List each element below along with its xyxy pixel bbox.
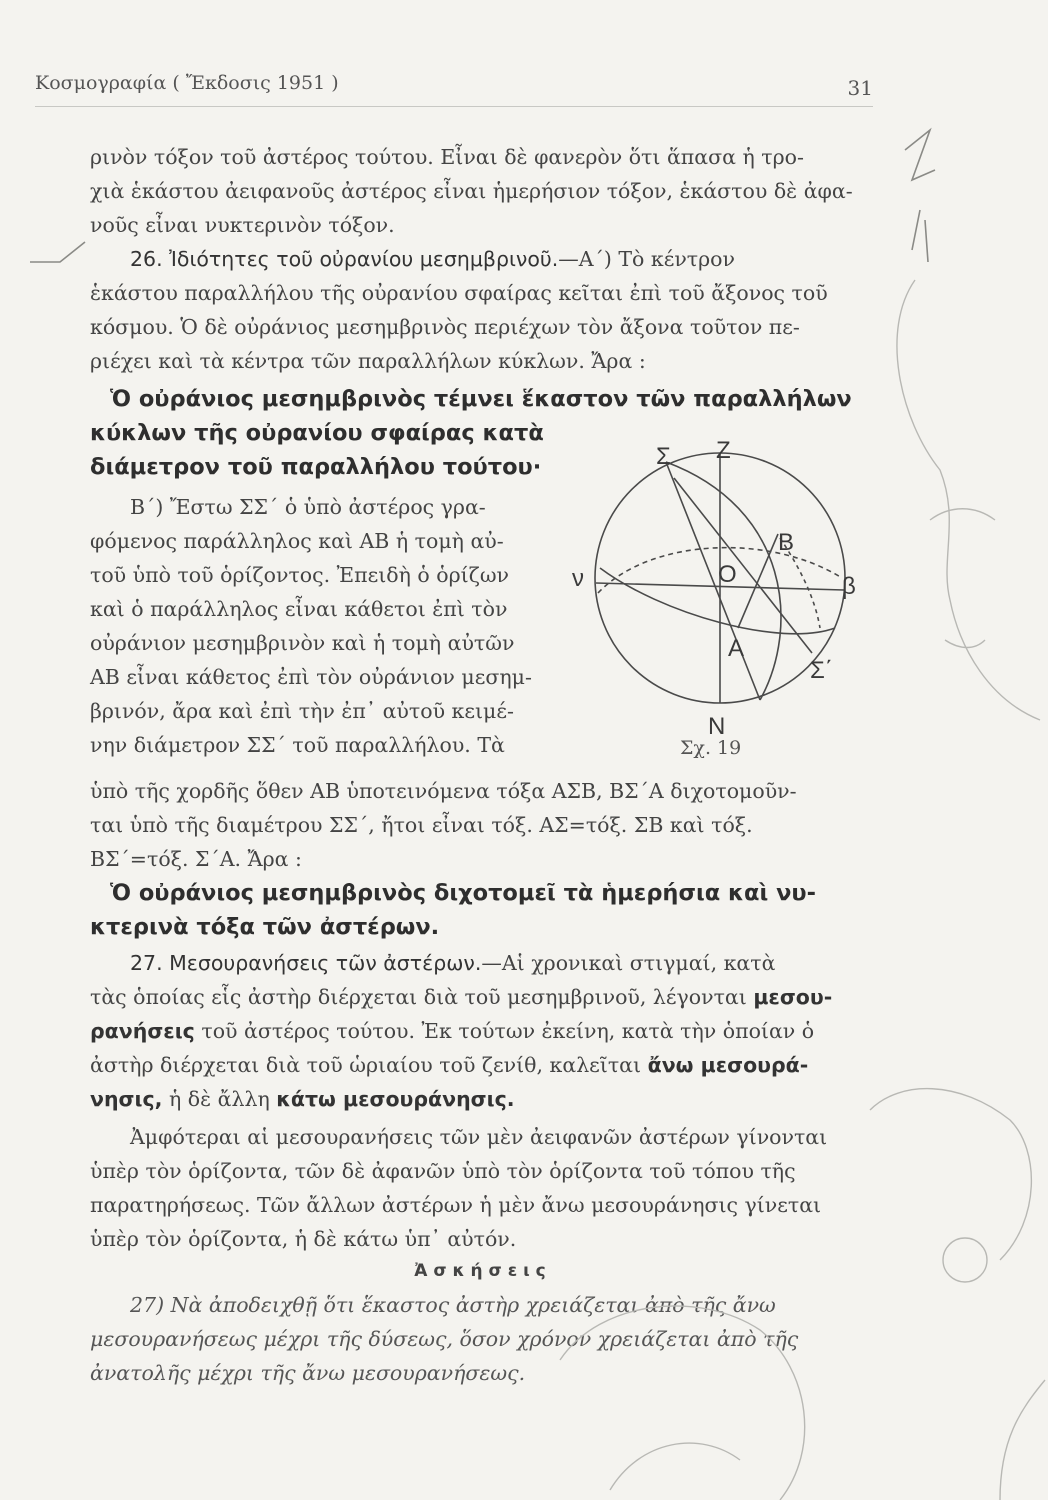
term-ano-mesouranisis: ἄνω μεσουρά- bbox=[647, 1053, 809, 1077]
section-26-intro bbox=[90, 242, 870, 378]
text-line: ὑπὲρ τὸν ὁρίζοντα, ἡ δὲ κάτω ὑπ᾽ αὐτόν. bbox=[90, 1227, 517, 1251]
header-title: Κοσμογραφία ( Ἔκδοσις 1951 ) bbox=[35, 72, 339, 94]
label-beta: β bbox=[842, 573, 856, 600]
exercises-heading: Ἀ σ κ ή σ ε ι ς bbox=[414, 1261, 546, 1281]
text-line: κόσμου. Ὁ δὲ οὐράνιος μεσημβρινὸς περιέχων τὸν ἄξονα τοῦτον πε- bbox=[90, 315, 800, 339]
text-fragment: ἡ δὲ ἄλλη bbox=[168, 1087, 270, 1111]
section-26-part-b bbox=[90, 490, 550, 762]
text-fragment: τὰς ὁποίας εἷς ἀστὴρ διέρχεται διὰ τοῦ μεσημβρινοῦ, λέγονται bbox=[90, 985, 747, 1009]
hair-sketch bbox=[610, 1443, 740, 1490]
face-sketch-lower bbox=[870, 1089, 1031, 1260]
theorem-line: κύκλων τῆς οὐρανίου σφαίρας κατὰ bbox=[90, 420, 544, 446]
theorem-line: Ὁ οὐράνιος μεσημβρινὸς διχοτομεῖ τὰ ἡμερήσια καὶ νυ- bbox=[110, 880, 816, 906]
theorem-line: διάμετρον τοῦ παραλλήλου τούτου· bbox=[90, 454, 542, 480]
text-line bbox=[90, 980, 870, 1014]
text-line: ΑΒ εἶναι κάθετος ἐπὶ τὸν οὐράνιον μεσημ- bbox=[90, 665, 532, 689]
label-sigma: Σ bbox=[656, 443, 671, 470]
text-line: οὐράνιον μεσημβρινὸν καὶ ἡ τομὴ αὐτῶν bbox=[90, 631, 515, 655]
label-o: Ο bbox=[718, 561, 737, 588]
theorem-line: Ὁ οὐράνιος μεσημβρινὸς τέμνει ἕκαστον τῶν παραλλήλων bbox=[110, 386, 852, 412]
label-sigma-prime: Σ΄ bbox=[810, 657, 833, 684]
pencil-z-mark bbox=[905, 130, 935, 180]
text-line: μεσουρανήσεως μέχρι τῆς δύσεως, ὅσον χρόνον χρειάζεται ἀπὸ τῆς bbox=[90, 1327, 799, 1351]
text-line: νοῦς εἶναι νυκτερινὸν τόξον. bbox=[90, 213, 395, 237]
mouth-sketch bbox=[945, 640, 985, 648]
text-line: Ἀμφότεραι αἱ μεσουρανήσεις τῶν μὲν ἀειφανῶν ἀστέρων γίνονται bbox=[130, 1125, 828, 1149]
parallel-diameter bbox=[674, 478, 812, 653]
text-line: νην διάμετρον ΣΣ΄ τοῦ παραλλήλου. Τὰ bbox=[90, 733, 505, 757]
term-mesouraniseis: μεσου- bbox=[753, 985, 833, 1009]
profile-sketch bbox=[1000, 1380, 1045, 1500]
text-line bbox=[90, 1082, 870, 1116]
section-27-paragraph-2 bbox=[90, 1120, 870, 1256]
text-line: Β΄) Ἔστω ΣΣ΄ ὁ ὑπὸ ἀστέρος γρα- bbox=[130, 495, 486, 519]
section-27 bbox=[90, 946, 870, 1116]
eye-sketch bbox=[930, 509, 995, 520]
term-kato-mesouranisis: κάτω μεσουράνησις. bbox=[276, 1087, 515, 1111]
text-fragment: —Α΄) Τὸ κέντρον bbox=[558, 247, 735, 271]
page-number: 31 bbox=[847, 76, 873, 100]
text-line: ριέχει καὶ τὰ κέντρα τῶν παραλλήλων κύκλων. Ἄρα : bbox=[90, 349, 646, 373]
label-b: Β bbox=[778, 529, 795, 556]
text-line: ΒΣ΄=τόξ. Σ΄Α. Ἄρα : bbox=[90, 847, 302, 871]
axis-line bbox=[666, 462, 760, 700]
term-ano-mesouranisis-cont: νησις, bbox=[90, 1087, 163, 1111]
label-nu: ν bbox=[572, 565, 584, 592]
text-line: τοῦ ὑπὸ τοῦ ὁρίζοντος. Ἐπειδὴ ὁ ὁρίζων bbox=[90, 563, 509, 587]
text-line: ται ὑπὸ τῆς διαμέτρου ΣΣ΄, ἤτοι εἶναι τόξ. ΑΣ=τόξ. ΣΒ καὶ τόξ. bbox=[90, 813, 753, 837]
section-heading-line bbox=[90, 242, 870, 276]
section-26-conclusion bbox=[90, 774, 870, 876]
text-line: ὑπὲρ τὸν ὁρίζοντα, τῶν δὲ ἀφανῶν ὑπὸ τὸν ὁρίζοντα τοῦ τόπου τῆς bbox=[90, 1159, 796, 1183]
text-line bbox=[90, 1014, 870, 1048]
label-a: Α bbox=[728, 635, 745, 662]
theorem-line: κτερινὰ τόξα τῶν ἀστέρων. bbox=[90, 914, 440, 940]
text-fragment: ἀστὴρ διέρχεται διὰ τοῦ ὡριαίου τοῦ ζενίθ, καλεῖται bbox=[90, 1053, 642, 1077]
running-header bbox=[35, 72, 873, 107]
text-fragment: —Αἱ χρονικαὶ στιγμαί, κατὰ bbox=[481, 951, 776, 975]
text-line: χιὰ ἑκάστου ἀειφανοῦς ἀστέρος εἶναι ἡμερήσιον τόξον, ἑκάστου δὲ ἀφα- bbox=[90, 179, 853, 203]
section-27-heading: 27. Μεσουρανήσεις τῶν ἀστέρων. bbox=[130, 951, 482, 975]
text-line: ὑπὸ τῆς χορδῆς ὅθεν ΑΒ ὑποτεινόμενα τόξα ΑΣΒ, ΒΣ΄Α διχοτομοῦν- bbox=[90, 779, 797, 803]
text-line: ρινὸν τόξον τοῦ ἀστέρος τούτου. Εἶναι δὲ φανερὸν ὅτι ἅπασα ἡ τρο- bbox=[90, 145, 804, 169]
text-fragment: τοῦ ἀστέρος τούτου. Ἐκ τούτων ἐκείνη, κατὰ τὴν ὁποίαν ὁ bbox=[201, 1019, 815, 1043]
text-line: 27) Νὰ ἀποδειχθῇ ὅτι ἕκαστος ἀστὴρ χρειάζεται ἀπὸ τῆς ἄνω bbox=[130, 1293, 776, 1317]
earring-sketch bbox=[943, 1238, 987, 1282]
label-zenith: Ζ bbox=[716, 438, 731, 464]
pencil-check-mark bbox=[30, 242, 85, 262]
text-line bbox=[90, 1048, 870, 1082]
text-line: καὶ ὁ παράλληλος εἶναι κάθετοι ἐπὶ τὸν bbox=[90, 597, 508, 621]
celestial-sphere-figure bbox=[570, 438, 870, 778]
figure-caption: Σχ. 19 bbox=[680, 737, 742, 759]
intro-paragraph bbox=[90, 140, 870, 242]
exercise-27 bbox=[90, 1288, 870, 1390]
term-mesouraniseis-cont: ρανήσεις bbox=[90, 1019, 195, 1043]
label-n: Ν bbox=[708, 713, 726, 740]
text-line: ἑκάστου παραλλήλου τῆς οὐρανίου σφαίρας κεῖται ἐπὶ τοῦ ἄξονος τοῦ bbox=[90, 281, 828, 305]
section-heading-line bbox=[90, 946, 870, 980]
section-26-heading: 26. Ἰδιότητες τοῦ οὐρανίου μεσημβρινοῦ. bbox=[130, 247, 559, 271]
text-line: παρατηρήσεως. Τῶν ἄλλων ἀστέρων ἡ μὲν ἄνω μεσουράνησις γίνεται bbox=[90, 1193, 822, 1217]
face-sketch-upper bbox=[897, 280, 1040, 720]
text-line: ἀνατολῆς μέχρι τῆς ἄνω μεσουρανήσεως. bbox=[90, 1361, 526, 1385]
text-line: φόμενος παράλληλος καὶ ΑΒ ἡ τομὴ αὐ- bbox=[90, 529, 504, 553]
pencil-scribble bbox=[912, 210, 928, 262]
text-line: βρινόν, ἄρα καὶ ἐπὶ τὴν ἐπ᾽ αὐτοῦ κειμέ- bbox=[90, 699, 514, 723]
